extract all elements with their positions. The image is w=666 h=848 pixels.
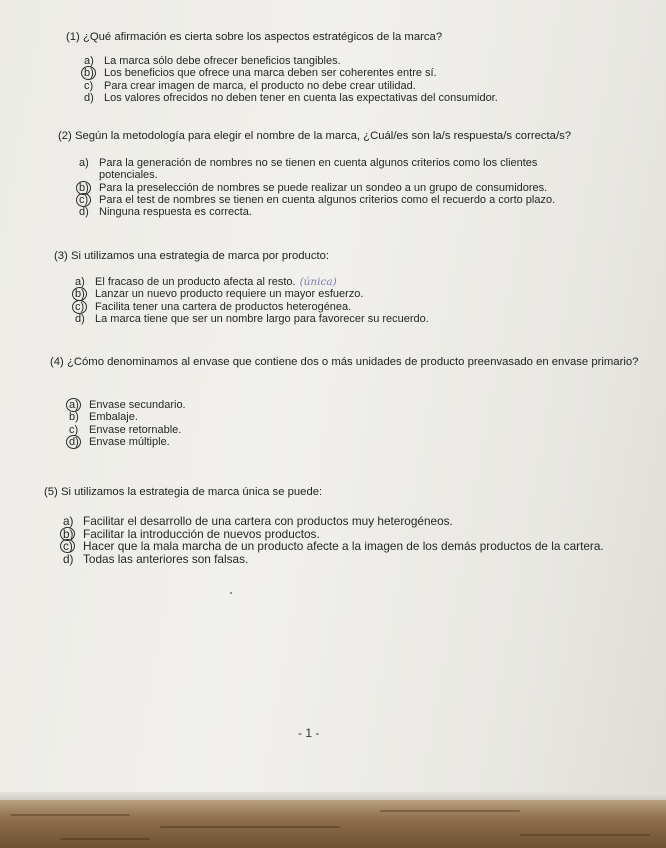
option-letter: b): [69, 411, 79, 424]
option-text: Todas las anteriores son falsas.: [83, 551, 249, 566]
option-letter-circled: b): [79, 182, 99, 194]
option-1d: [84, 92, 498, 104]
option-4c: [69, 424, 186, 436]
option-4b: [69, 411, 186, 423]
option-text: El fracaso de un producto afecta al resto.: [95, 276, 296, 288]
question-5: (5) Si utilizamos la estrategia de marca única se puede:: [44, 486, 323, 498]
option-2d: [79, 206, 569, 218]
option-letter: a): [79, 157, 89, 169]
option-text: Envase múltiple.: [89, 435, 170, 448]
option-letter-circled: d): [69, 436, 89, 448]
wood-grain: [380, 810, 520, 812]
wooden-table: [0, 800, 666, 848]
option-3c: [75, 301, 429, 313]
handwritten-note: (única): [299, 276, 337, 288]
option-2b: [79, 182, 569, 194]
option-letter-circled: b): [75, 288, 95, 300]
option-letter: d): [75, 312, 85, 325]
option-text: Facilita tener una cartera de productos heterogénea.: [95, 300, 352, 313]
option-letter: c): [69, 423, 79, 436]
page-number: - 1 -: [298, 726, 320, 740]
wood-grain: [10, 814, 130, 816]
option-text: La marca tiene que ser un nombre largo para favorecer su recuerdo.: [95, 312, 429, 325]
option-letter: d): [84, 91, 94, 104]
question-1-options: [84, 55, 498, 104]
question-3-options: [75, 276, 429, 325]
option-letter-circled: c): [79, 194, 99, 206]
option-text: Para la generación de nombres no se tienen en cuenta algunos criterios como los clientes potenciales.: [99, 157, 538, 182]
option-letter-circled: b): [63, 528, 83, 541]
option-1a: [84, 55, 498, 67]
option-text: Ninguna respuesta es correcta.: [99, 206, 252, 219]
option-text: La marca sólo debe ofrecer beneficios tangibles.: [104, 55, 341, 67]
option-text: Lanzar un nuevo producto requiere un mayor esfuerzo.: [95, 288, 364, 301]
option-letter-circled: c): [63, 540, 83, 553]
option-text: Para el test de nombres se tienen en cuenta algunos criterios como el recuerdo a corto plazo.: [99, 193, 556, 206]
option-2a: [79, 157, 569, 182]
option-letter: d): [79, 206, 89, 219]
option-text: Para la preselección de nombres se puede realizar un sondeo a un grupo de consumidores.: [99, 181, 548, 194]
option-text: Los valores ofrecidos no deben tener en cuenta las expectativas del consumidor.: [104, 91, 498, 104]
option-3d: [75, 313, 429, 325]
option-5c: [63, 540, 604, 553]
option-letter: a): [75, 276, 85, 288]
option-text: Hacer que la mala marcha de un producto afecte a la imagen de los demás productos de la cartera.: [83, 539, 604, 553]
stray-dot: [230, 592, 232, 594]
question-2: (2) Según la metodología para elegir el nombre de la marca, ¿Cuál/es son la/s respuesta/s correcta/s?: [58, 130, 572, 142]
option-text: Facilitar el desarrollo de una cartera con productos muy heterogéneos.: [83, 514, 453, 528]
option-letter-circled: c): [75, 301, 95, 313]
option-text: Para crear imagen de marca, el producto no debe crear utilidad.: [104, 79, 416, 92]
question-4: (4) ¿Cómo denominamos al envase que contiene dos o más unidades de producto preenvasado en envase primario?: [50, 356, 639, 368]
option-3b: [75, 288, 429, 300]
wood-grain: [60, 838, 150, 840]
option-letter: d): [63, 551, 74, 566]
option-5d: [63, 553, 604, 566]
option-text: Envase retornable.: [89, 423, 182, 436]
option-text: Los beneficios que ofrece una marca deben ser coherentes entre sí.: [104, 67, 437, 80]
question-4-options: [69, 399, 186, 448]
wood-grain: [520, 834, 650, 836]
option-4a: [69, 399, 186, 411]
question-1: (1) ¿Qué afirmación es cierta sobre los aspectos estratégicos de la marca?: [66, 31, 443, 43]
option-letter-circled: a): [69, 399, 89, 411]
option-3a: [75, 276, 429, 288]
option-text: Envase secundario.: [89, 399, 186, 411]
option-2c: [79, 194, 569, 206]
option-text: Embalaje.: [89, 411, 138, 424]
option-letter: c): [84, 79, 94, 92]
option-1b: [84, 67, 498, 79]
option-letter-circled: b): [84, 67, 104, 79]
question-5-options: [63, 515, 604, 565]
option-4d: [69, 436, 186, 448]
option-letter: a): [63, 514, 74, 528]
option-letter: a): [84, 55, 94, 67]
option-5a: [63, 515, 604, 528]
question-2-options: [79, 157, 569, 218]
wood-grain: [160, 826, 340, 828]
paper-edge: [0, 792, 666, 800]
option-1c: [84, 80, 498, 92]
option-text: Facilitar la introducción de nuevos productos.: [83, 526, 320, 541]
question-3: (3) Si utilizamos una estrategia de marca por producto:: [54, 250, 330, 262]
